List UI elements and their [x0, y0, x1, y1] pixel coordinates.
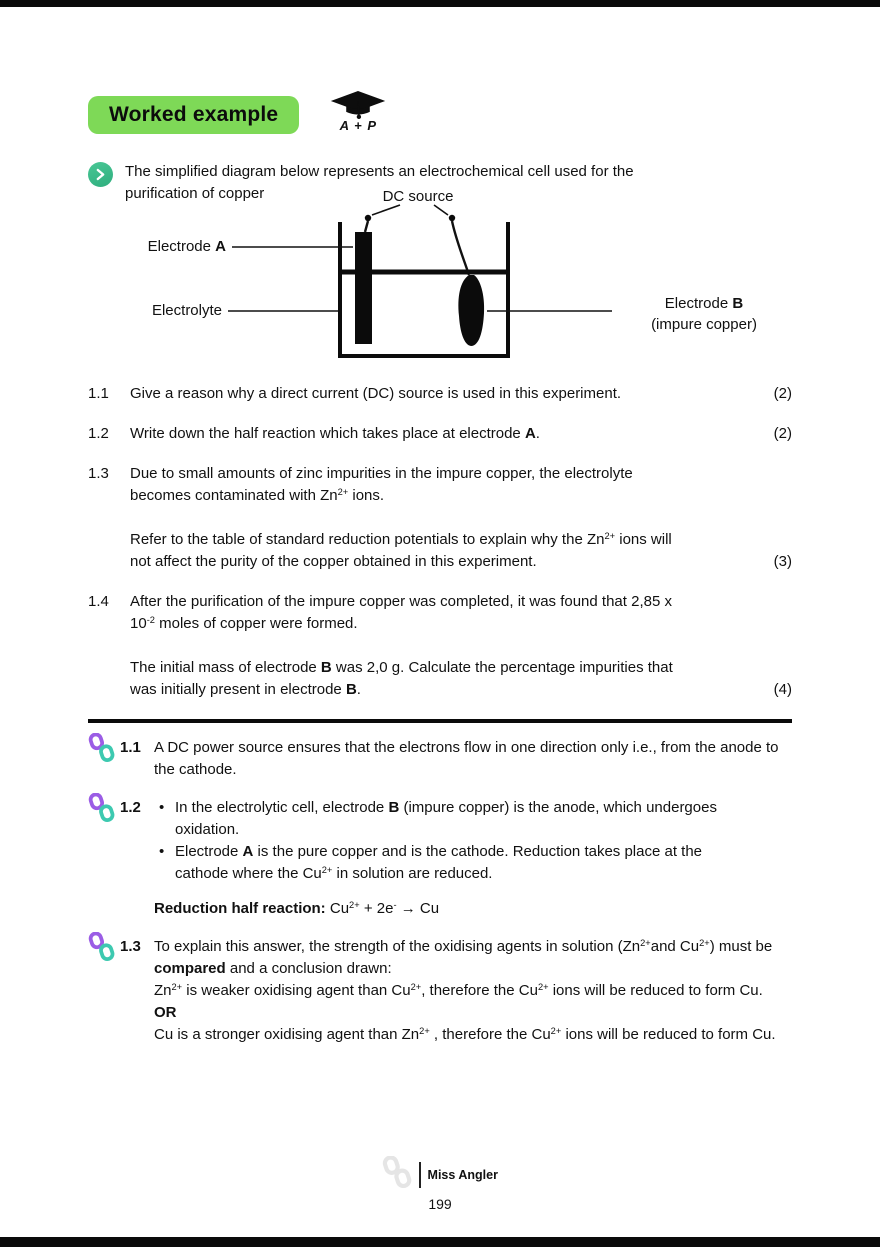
answer-text — [154, 936, 792, 1046]
question-paragraph: Give a reason why a direct current (DC) source is used in this experiment. — [130, 385, 622, 402]
electrode-b-shape — [458, 275, 484, 346]
footer-brand: Miss Angler — [427, 1167, 498, 1182]
brand-logo — [329, 90, 387, 133]
cell-diagram — [88, 185, 792, 365]
answer-paragraph: OR — [154, 1004, 177, 1021]
question-1-3 — [88, 463, 792, 573]
answer-number: 1.3 — [120, 938, 141, 955]
dc-source-label: DC source — [382, 188, 454, 205]
link-icon — [88, 932, 120, 968]
question-paragraph: Refer to the table of standard reduction potentials to explain why the $Zn^{2+}$ ions will not affect the purity of the copper obtained in this experiment. — [130, 531, 672, 570]
answers-section — [88, 737, 792, 1046]
answer-text — [154, 737, 792, 781]
terminal-dot-left — [365, 215, 371, 221]
electrode-b-label-sub: (impure copper) — [651, 316, 757, 333]
cell-diagram-drawing — [88, 185, 792, 365]
footer-brand-row — [382, 1156, 498, 1193]
electrode-a-label: Electrode A — [147, 238, 226, 255]
graduation-cap-icon — [329, 90, 387, 121]
question-number: 1.3 — [88, 465, 109, 482]
question-text — [130, 423, 758, 445]
intro-text: The simplified diagram below represents an electrochemical cell used for the purification of copper — [125, 163, 634, 202]
question-text — [130, 383, 758, 405]
question-marks: (2) — [773, 425, 792, 442]
logo-caption: A + P — [339, 118, 378, 133]
question-paragraph: The initial mass of electrode B was 2,0 g. Calculate the percentage impurities that was initially present in electrode B. — [130, 659, 673, 698]
answer-paragraph: $Zn^{2+}$ is weaker oxidising agent than $Cu^{2+}$, therefore the $Cu^{2+}$ ions will be reduced to form Cu. — [154, 982, 763, 999]
bottom-border-bar — [0, 1237, 880, 1247]
answer-paragraph: A DC power source ensures that the electrons flow in one direction only i.e., from the anode to the cathode. — [154, 739, 779, 778]
answer-paragraph: To explain this answer, the strength of the oxidising agents in solution ($Zn^{2+}and$ $Cu^{2+}$) must be compared and a conclusion drawn: — [154, 938, 773, 977]
question-1-2 — [88, 423, 792, 445]
question-text — [130, 591, 758, 701]
answer-text — [154, 797, 792, 920]
header — [88, 96, 792, 134]
question-marks: (3) — [773, 553, 792, 570]
terminal-dot-right — [449, 215, 455, 221]
question-1-4 — [88, 591, 792, 701]
answer-bullet-list — [154, 797, 792, 885]
link-icon — [88, 793, 120, 829]
electrode-b-label — [616, 293, 792, 335]
answer-1-3 — [88, 936, 792, 1046]
question-marks: (4) — [773, 681, 792, 698]
bullet-item: • In the electrolytic cell, electrode B (impure copper) is the anode, which undergoes oxidation. — [154, 797, 735, 841]
question-paragraph: Due to small amounts of zinc impurities in the impure copper, the electrolyte becomes contaminated with $Zn^{2+}$ ions. — [130, 465, 633, 504]
worked-example-badge: Worked example — [88, 96, 299, 134]
answer-1-2 — [88, 797, 792, 920]
question-number: 1.4 — [88, 593, 109, 610]
page-content — [88, 0, 792, 1062]
question-number: 1.1 — [88, 385, 109, 402]
page-number: 199 — [428, 1196, 452, 1212]
bullet-item: • Electrode A is the pure copper and is the cathode. Reduction takes place at the cathode where the $Cu^{2+}$ in solution are reduced. — [154, 841, 735, 885]
questions-section — [88, 383, 792, 701]
chevron-circle-icon — [88, 162, 113, 187]
question-1-1 — [88, 383, 792, 405]
answers-divider — [88, 719, 792, 723]
question-marks: (2) — [773, 385, 792, 402]
footer-logo-icon — [382, 1156, 412, 1193]
reaction-line: Reduction half reaction: $Cu^{2+} + 2e^- \to Cu$ — [154, 900, 440, 917]
electrolyte-label: Electrolyte — [151, 302, 222, 319]
answer-number: 1.1 — [120, 739, 141, 756]
question-text — [130, 463, 758, 573]
answer-1-1 — [88, 737, 792, 781]
answer-number: 1.2 — [120, 799, 141, 816]
chevron-right-icon — [96, 168, 105, 181]
footer-separator — [419, 1162, 421, 1188]
answer-paragraph: Cu is a stronger oxidising agent than $Zn^{2+}$ , therefore the $Cu^{2+}$ ions will be reduced to form Cu. — [154, 1026, 776, 1043]
electrode-a-shape — [355, 232, 372, 344]
question-paragraph: After the purification of the impure copper was completed, it was found that 2,85 x $10^{-2}$ moles of copper were formed. — [130, 593, 672, 632]
question-number: 1.2 — [88, 425, 109, 442]
question-paragraph: Write down the half reaction which takes place at electrode A. — [130, 425, 540, 442]
link-icon — [88, 733, 120, 769]
electrode-b-label-title: Electrode B — [664, 295, 744, 312]
page-footer — [0, 1156, 880, 1212]
